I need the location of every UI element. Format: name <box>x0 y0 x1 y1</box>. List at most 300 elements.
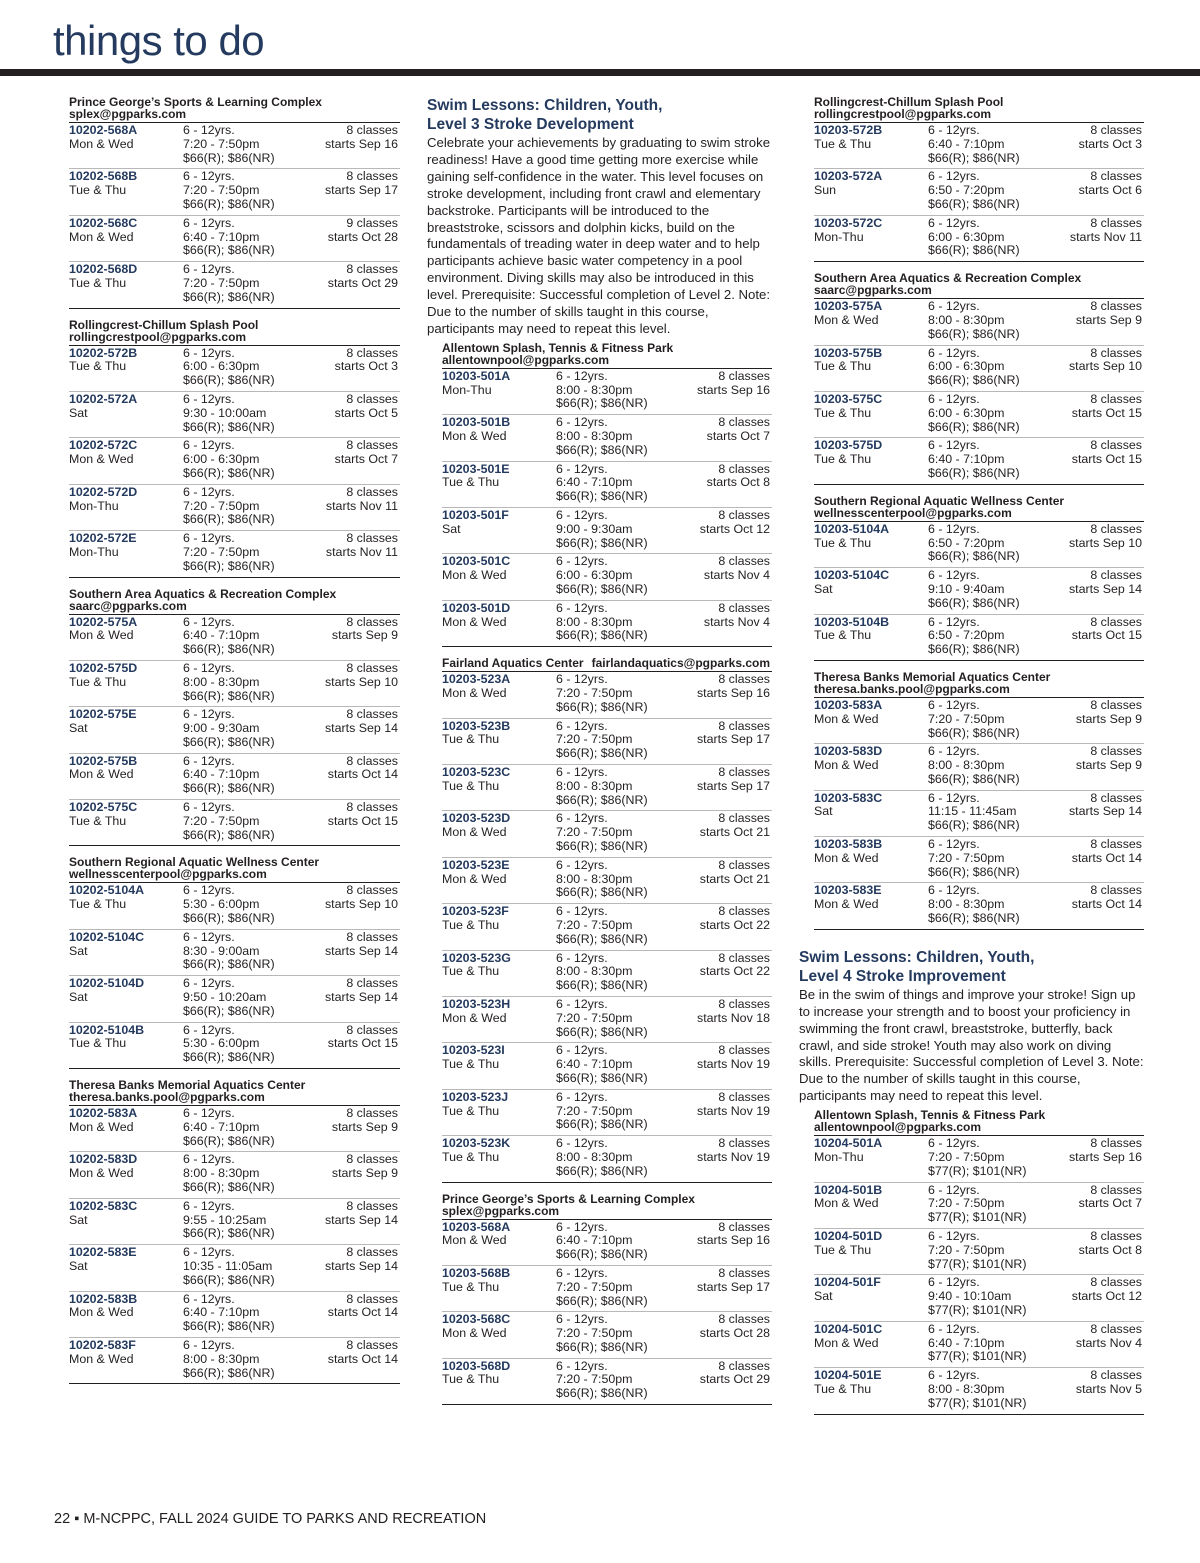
course-class-count: 8 classes <box>1090 883 1142 898</box>
course-time: 7:20 - 7:50pm <box>183 498 260 513</box>
course-start-date: starts Nov 19 <box>697 1057 770 1072</box>
course-time: 9:00 - 9:30am <box>556 521 633 536</box>
course-class-count: 8 classes <box>1090 123 1142 137</box>
section-description-level-4: Be in the swim of things and improve your stroke! Sign up to increase your strength and to boost your proficiency in swimming the front crawl, breaststroke, butterfly, back crawl, and side stroke! Youth may also work on diving skills. Prerequisite: Successful completion of Level 3. Note: Due to the number of skills taught in this course, participants may need to repeat this level. <box>799 986 1144 1104</box>
facility-email: theresa.banks.pool@pgparks.com <box>814 681 1010 696</box>
course-fee: $66(R); $86(NR) <box>183 196 275 211</box>
course-fee: $66(R); $86(NR) <box>928 150 1020 165</box>
facility-header <box>442 657 772 672</box>
course-fee: $66(R); $86(NR) <box>556 1163 648 1178</box>
course-time: 6:40 - 7:10pm <box>556 1057 633 1072</box>
course-start-date: starts Nov 19 <box>697 1103 770 1118</box>
course-age: 6 - 12yrs. <box>183 753 235 768</box>
course-start-date: starts Nov 4 <box>703 568 770 583</box>
facility-group <box>69 319 400 578</box>
course-fee: $66(R); $86(NR) <box>928 911 1020 926</box>
facility-name: Allentown Splash, Tennis & Fitness Park <box>814 1108 1046 1123</box>
course-fee: $66(R); $86(NR) <box>928 326 1020 341</box>
course-code: 10203-575B <box>814 345 883 360</box>
course-start-date: starts Oct 22 <box>699 964 770 979</box>
class-row <box>442 554 772 600</box>
class-row <box>442 508 772 554</box>
course-days: Sat <box>69 990 88 1005</box>
facility-group <box>442 1193 772 1406</box>
course-fee: $66(R); $86(NR) <box>183 827 275 842</box>
course-days: Mon & Wed <box>69 1351 134 1366</box>
course-class-count: 8 classes <box>1090 391 1142 406</box>
course-age: 6 - 12yrs. <box>556 1265 608 1280</box>
facility-group <box>442 342 772 647</box>
course-class-count: 8 classes <box>718 1358 770 1373</box>
course-days: Sat <box>442 521 461 536</box>
course-days: Mon & Wed <box>814 897 879 912</box>
course-start-date: starts Sep 14 <box>1068 804 1142 819</box>
course-time: 8:00 - 8:30pm <box>556 871 633 886</box>
course-start-date: starts Sep 10 <box>324 897 398 912</box>
course-fee: $66(R); $86(NR) <box>183 1180 275 1195</box>
class-row <box>442 1043 772 1089</box>
course-days: Mon & Wed <box>69 229 134 244</box>
course-class-count: 8 classes <box>346 438 398 453</box>
class-row <box>814 1275 1144 1321</box>
course-fee: $66(R); $86(NR) <box>556 1070 648 1085</box>
course-age: 6 - 12yrs. <box>928 391 980 406</box>
section-title-line: Level 4 Stroke Improvement <box>799 967 1006 985</box>
course-fee: $66(R); $86(NR) <box>183 781 275 796</box>
facility-email: saarc@pgparks.com <box>814 283 932 298</box>
course-time: 6:50 - 7:20pm <box>928 628 1005 643</box>
class-row <box>814 438 1144 484</box>
course-age: 6 - 12yrs. <box>556 1136 608 1151</box>
section-title-level-3 <box>427 96 772 134</box>
facility-header <box>69 588 400 615</box>
facility-header <box>814 272 1144 299</box>
course-code: 10203-583B <box>814 837 883 852</box>
course-time: 7:20 - 7:50pm <box>928 1150 1005 1164</box>
course-start-date: starts Oct 28 <box>699 1326 770 1341</box>
course-fee: $66(R); $86(NR) <box>183 1272 275 1287</box>
course-code: 10203-583C <box>814 790 883 805</box>
course-class-count: 8 classes <box>1090 345 1142 360</box>
course-start-date: starts Oct 7 <box>706 429 770 444</box>
course-time: 6:00 - 6:30pm <box>928 405 1005 420</box>
course-time: 8:00 - 8:30pm <box>556 614 633 629</box>
class-row <box>442 369 772 415</box>
course-time: 8:00 - 8:30pm <box>183 674 260 689</box>
course-age: 6 - 12yrs. <box>556 461 608 476</box>
course-code: 10203-523H <box>442 996 511 1011</box>
course-time: 6:40 - 7:10pm <box>183 767 260 782</box>
facility-header <box>814 671 1144 698</box>
class-row <box>814 216 1144 262</box>
course-fee: $66(R); $86(NR) <box>183 734 275 749</box>
class-row <box>69 707 400 753</box>
course-time: 9:55 - 10:25am <box>183 1212 267 1227</box>
course-fee: $66(R); $86(NR) <box>556 582 648 597</box>
course-class-count: 8 classes <box>1090 215 1142 230</box>
facility-header <box>69 856 400 883</box>
course-fee: $66(R); $86(NR) <box>183 243 275 258</box>
course-fee: $66(R); $86(NR) <box>928 864 1020 879</box>
course-age: 6 - 12yrs. <box>928 614 980 629</box>
course-days: Mon & Wed <box>442 614 507 629</box>
course-code: 10203-572A <box>814 169 883 184</box>
course-fee: $66(R); $86(NR) <box>928 243 1020 258</box>
course-start-date: starts Sep 17 <box>696 1279 770 1294</box>
course-days: Mon-Thu <box>69 544 119 559</box>
course-age: 6 - 12yrs. <box>556 368 608 383</box>
course-age: 6 - 12yrs. <box>928 169 980 184</box>
course-age: 6 - 12yrs. <box>183 883 235 898</box>
course-code: 10202-568D <box>69 262 138 277</box>
course-days: Tue & Thu <box>442 1279 500 1294</box>
course-days: Mon & Wed <box>69 1119 134 1134</box>
facility-name: Prince George’s Sports & Learning Complex <box>442 1191 695 1206</box>
course-code: 10202-5104D <box>69 976 145 991</box>
class-row <box>69 1199 400 1245</box>
course-fee: $66(R); $86(NR) <box>556 1024 648 1039</box>
course-time: 9:30 - 10:00am <box>183 405 267 420</box>
course-fee: $66(R); $86(NR) <box>556 489 648 504</box>
course-fee: $66(R); $86(NR) <box>183 373 275 388</box>
course-class-count: 8 classes <box>718 672 770 687</box>
facility-group <box>814 1109 1144 1414</box>
course-class-count: 8 classes <box>1090 438 1142 453</box>
course-days: Sat <box>69 405 88 420</box>
course-class-count: 8 classes <box>346 531 398 546</box>
course-time: 9:50 - 10:20am <box>183 990 267 1005</box>
course-time: 6:40 - 7:10pm <box>928 136 1005 151</box>
course-time: 7:20 - 7:50pm <box>556 1326 633 1341</box>
course-start-date: starts Sep 16 <box>696 1233 770 1248</box>
course-time: 8:00 - 8:30pm <box>556 964 633 979</box>
class-row <box>442 1266 772 1312</box>
course-start-date: starts Sep 17 <box>324 183 398 198</box>
course-start-date: starts Oct 7 <box>334 452 398 467</box>
facility-group <box>69 856 400 1069</box>
course-days: Mon-Thu <box>442 382 492 397</box>
course-time: 6:00 - 6:30pm <box>928 229 1005 244</box>
course-code: 10204-501F <box>814 1275 881 1290</box>
course-time: 8:30 - 9:00am <box>183 943 260 958</box>
course-code: 10204-501D <box>814 1228 883 1243</box>
course-start-date: starts Oct 15 <box>327 813 398 828</box>
course-fee: $66(R); $86(NR) <box>183 150 275 165</box>
course-code: 10203-501A <box>442 368 511 383</box>
group-list <box>814 96 1144 930</box>
course-days: Sat <box>69 1259 88 1273</box>
course-fee: $77(R); $101(NR) <box>928 1256 1027 1271</box>
course-code: 10202-583D <box>69 1152 138 1167</box>
course-start-date: starts Sep 10 <box>1068 535 1142 550</box>
course-code: 10202-583C <box>69 1198 138 1213</box>
class-row <box>814 615 1144 661</box>
course-time: 7:20 - 7:50pm <box>183 136 260 151</box>
course-code: 10203-523J <box>442 1089 509 1104</box>
facility-email: rollingcrestpool@pgparks.com <box>69 329 247 344</box>
course-days: Sat <box>814 804 833 819</box>
header-rule <box>0 69 1200 76</box>
course-time: 9:10 - 9:40am <box>928 581 1005 596</box>
course-class-count: 8 classes <box>718 1089 770 1104</box>
course-fee: $77(R); $101(NR) <box>928 1349 1027 1364</box>
course-class-count: 8 classes <box>718 554 770 569</box>
course-age: 6 - 12yrs. <box>183 976 235 991</box>
page-title: things to do <box>53 17 265 64</box>
course-time: 7:20 - 7:50pm <box>928 1242 1005 1257</box>
course-fee: $66(R); $86(NR) <box>183 1050 275 1065</box>
course-code: 10202-575D <box>69 660 138 675</box>
class-row <box>69 661 400 707</box>
course-time: 6:00 - 6:30pm <box>183 452 260 467</box>
course-age: 6 - 12yrs. <box>183 391 235 406</box>
course-start-date: starts Oct 3 <box>1078 136 1142 151</box>
course-code: 10203-523K <box>442 1136 511 1151</box>
course-fee: $66(R); $86(NR) <box>928 642 1020 657</box>
course-start-date: starts Sep 16 <box>324 136 398 151</box>
course-fee: $66(R); $86(NR) <box>183 1226 275 1241</box>
course-age: 6 - 12yrs. <box>183 1022 235 1037</box>
class-row <box>69 169 400 215</box>
facility-name: Theresa Banks Memorial Aquatics Center <box>69 1078 306 1093</box>
course-code: 10202-572A <box>69 391 138 406</box>
course-age: 6 - 12yrs. <box>928 1275 980 1290</box>
facility-email: splex@pgparks.com <box>69 107 187 121</box>
class-row <box>442 811 772 857</box>
section-description-level-3: Celebrate your achievements by graduating to swim stroke readiness! Have a good time getting more exercise while gaining self-confidence in the water. This level focuses on stroke development, including front crawl and elementary backstroke. Participants will be introduced to the breaststroke, scissors and dolphin kicks, build on the fundamentals of treading water in deep water and to help participants achieve basic water competency in a pool environment. Diving skills may also be introduced in this level. Prerequisite: Successful completion of Level 2. Note: Due to the number of skills taught in this course, participants may need to repeat this level. <box>427 135 771 336</box>
course-start-date: starts Sep 14 <box>1068 581 1142 596</box>
course-time: 6:40 - 7:10pm <box>183 628 260 643</box>
course-code: 10203-501E <box>442 461 510 476</box>
course-start-date: starts Oct 22 <box>699 917 770 932</box>
facility-name: Allentown Splash, Tennis & Fitness Park <box>442 340 674 355</box>
course-age: 6 - 12yrs. <box>928 568 980 583</box>
facility-header <box>442 342 772 369</box>
course-fee: $66(R); $86(NR) <box>556 746 648 761</box>
course-days: Mon & Wed <box>814 312 879 327</box>
class-row <box>442 1136 772 1182</box>
course-days: Mon & Wed <box>442 568 507 583</box>
course-class-count: 8 classes <box>1090 1321 1142 1336</box>
course-days: Tue & Thu <box>442 1103 500 1118</box>
course-code: 10202-575E <box>69 707 137 722</box>
course-days: Tue & Thu <box>814 1242 872 1257</box>
course-code: 10203-568D <box>442 1358 511 1373</box>
course-code: 10203-5104A <box>814 521 890 536</box>
course-fee: $66(R); $86(NR) <box>556 628 648 643</box>
course-code: 10202-572B <box>69 345 138 360</box>
course-class-count: 8 classes <box>718 1219 770 1234</box>
course-start-date: starts Sep 14 <box>324 1259 398 1273</box>
course-start-date: starts Sep 14 <box>324 1212 398 1227</box>
facility-email: rollingcrestpool@pgparks.com <box>814 107 992 121</box>
course-fee: $66(R); $86(NR) <box>556 931 648 946</box>
course-time: 6:50 - 7:20pm <box>928 183 1005 198</box>
course-class-count: 8 classes <box>346 614 398 629</box>
course-time: 7:20 - 7:50pm <box>928 1196 1005 1211</box>
course-age: 6 - 12yrs. <box>928 1182 980 1197</box>
course-age: 6 - 12yrs. <box>928 215 980 230</box>
course-code: 10203-523C <box>442 765 511 779</box>
facility-name: Fairland Aquatics Center <box>442 656 584 671</box>
course-days: Tue & Thu <box>69 674 127 689</box>
course-start-date: starts Oct 14 <box>327 1305 398 1320</box>
course-class-count: 8 classes <box>718 508 770 523</box>
course-fee: $66(R); $86(NR) <box>556 699 648 714</box>
course-start-date: starts Oct 29 <box>327 275 398 290</box>
course-start-date: starts Oct 12 <box>1071 1289 1142 1304</box>
course-age: 6 - 12yrs. <box>928 1321 980 1336</box>
course-code: 10203-501B <box>442 415 511 430</box>
course-days: Mon & Wed <box>442 871 507 886</box>
class-row <box>69 1023 400 1069</box>
course-class-count: 8 classes <box>346 169 398 184</box>
course-days: Mon & Wed <box>442 825 507 840</box>
course-days: Mon & Wed <box>69 1166 134 1181</box>
facility-group <box>442 657 772 1182</box>
course-age: 6 - 12yrs. <box>183 1291 235 1306</box>
class-row <box>814 837 1144 883</box>
course-days: Tue & Thu <box>69 813 127 828</box>
course-days: Sat <box>814 1289 833 1304</box>
course-code: 10203-5104B <box>814 614 890 629</box>
course-time: 6:40 - 7:10pm <box>183 1119 260 1134</box>
course-class-count: 8 classes <box>718 765 770 779</box>
course-days: Mon & Wed <box>442 1326 507 1341</box>
course-fee: $66(R); $86(NR) <box>556 978 648 993</box>
course-start-date: starts Sep 9 <box>1075 711 1142 726</box>
course-start-date: starts Oct 5 <box>334 405 398 420</box>
course-class-count: 8 classes <box>346 660 398 675</box>
course-class-count: 8 classes <box>1090 697 1142 712</box>
course-code: 10203-572C <box>814 215 883 230</box>
course-code: 10202-575C <box>69 800 138 815</box>
course-time: 10:35 - 11:05am <box>183 1259 273 1273</box>
course-start-date: starts Sep 16 <box>696 686 770 701</box>
facility-header <box>814 96 1144 123</box>
course-fee: $66(R); $86(NR) <box>183 1003 275 1018</box>
course-start-date: starts Sep 9 <box>331 628 398 643</box>
course-days: Tue & Thu <box>69 275 127 290</box>
course-time: 6:00 - 6:30pm <box>183 359 260 374</box>
facility-name: Prince George’s Sports & Learning Complex <box>69 95 322 109</box>
course-code: 10202-583E <box>69 1245 137 1260</box>
course-time: 6:50 - 7:20pm <box>928 535 1005 550</box>
course-fee: $66(R); $86(NR) <box>556 1247 648 1262</box>
course-fee: $66(R); $86(NR) <box>183 1133 275 1148</box>
course-time: 8:00 - 8:30pm <box>556 429 633 444</box>
facility-email: allentownpool@pgparks.com <box>442 352 610 367</box>
course-age: 6 - 12yrs. <box>183 123 235 137</box>
course-code: 10202-568A <box>69 123 138 137</box>
course-age: 6 - 12yrs. <box>928 1136 980 1151</box>
course-class-count: 8 classes <box>346 1152 398 1167</box>
course-class-count: 8 classes <box>718 950 770 965</box>
section-title-level-4 <box>799 948 1144 986</box>
course-days: Tue & Thu <box>442 1372 500 1387</box>
course-fee: $66(R); $86(NR) <box>556 1386 648 1401</box>
facility-header <box>69 319 400 346</box>
course-time: 5:30 - 6:00pm <box>183 1036 260 1051</box>
course-code: 10203-501C <box>442 554 511 569</box>
class-row <box>69 1338 400 1384</box>
facility-email: wellnesscenterpool@pgparks.com <box>814 505 1012 520</box>
course-class-count: 8 classes <box>1090 790 1142 805</box>
course-time: 6:40 - 7:10pm <box>556 475 633 490</box>
course-code: 10203-568B <box>442 1265 511 1280</box>
course-days: Mon-Thu <box>814 1150 864 1164</box>
course-time: 6:40 - 7:10pm <box>928 1335 1005 1350</box>
course-code: 10203-572B <box>814 123 883 137</box>
course-age: 6 - 12yrs. <box>556 950 608 965</box>
course-class-count: 8 classes <box>718 1312 770 1327</box>
course-fee: $66(R); $86(NR) <box>556 396 648 411</box>
course-fee: $77(R); $101(NR) <box>928 1395 1027 1410</box>
course-start-date: starts Oct 15 <box>1071 452 1142 467</box>
course-days: Mon-Thu <box>814 229 864 244</box>
course-time: 6:00 - 6:30pm <box>556 568 633 583</box>
course-class-count: 8 classes <box>1090 521 1142 536</box>
course-code: 10203-501F <box>442 508 509 523</box>
course-code: 10204-501C <box>814 1321 883 1336</box>
class-row <box>814 1183 1144 1229</box>
course-age: 6 - 12yrs. <box>183 262 235 277</box>
course-days: Tue & Thu <box>814 535 872 550</box>
course-class-count: 8 classes <box>346 976 398 991</box>
course-class-count: 8 classes <box>346 484 398 499</box>
course-start-date: starts Oct 7 <box>1078 1196 1142 1211</box>
class-row <box>69 976 400 1022</box>
course-days: Tue & Thu <box>442 778 500 793</box>
course-start-date: starts Sep 9 <box>1075 758 1142 773</box>
course-age: 6 - 12yrs. <box>928 345 980 360</box>
course-start-date: starts Oct 12 <box>699 521 770 536</box>
course-days: Mon & Wed <box>69 136 134 151</box>
course-code: 10202-568C <box>69 215 138 230</box>
course-fee: $77(R); $101(NR) <box>928 1210 1027 1225</box>
course-class-count: 8 classes <box>346 1337 398 1352</box>
course-age: 6 - 12yrs. <box>183 614 235 629</box>
facility-group <box>69 588 400 847</box>
course-class-count: 8 classes <box>1090 299 1142 314</box>
course-age: 6 - 12yrs. <box>183 345 235 360</box>
course-code: 10203-568C <box>442 1312 511 1327</box>
course-fee: $66(R); $86(NR) <box>928 771 1020 786</box>
course-code: 10202-583F <box>69 1337 136 1352</box>
course-code: 10202-583B <box>69 1291 138 1306</box>
course-time: 8:00 - 8:30pm <box>556 382 633 397</box>
course-time: 9:00 - 9:30am <box>183 721 260 736</box>
course-code: 10203-575C <box>814 391 883 406</box>
course-days: Mon & Wed <box>69 1305 134 1320</box>
course-start-date: starts Oct 8 <box>706 475 770 490</box>
facility-email: fairlandaquatics@pgparks.com <box>591 656 771 671</box>
class-row <box>442 462 772 508</box>
course-time: 7:20 - 7:50pm <box>556 732 633 747</box>
course-days: Tue & Thu <box>442 732 500 747</box>
course-time: 6:40 - 7:10pm <box>928 452 1005 467</box>
course-code: 10203-523E <box>442 857 510 872</box>
course-age: 6 - 12yrs. <box>183 1245 235 1260</box>
course-class-count: 8 classes <box>718 415 770 430</box>
course-days: Mon & Wed <box>69 452 134 467</box>
course-code: 10204-501A <box>814 1136 883 1151</box>
course-days: Mon & Wed <box>814 758 879 773</box>
course-class-count: 8 classes <box>718 1043 770 1058</box>
course-fee: $66(R); $86(NR) <box>556 1293 648 1308</box>
course-code: 10203-523D <box>442 811 511 826</box>
course-code: 10203-583D <box>814 744 883 759</box>
